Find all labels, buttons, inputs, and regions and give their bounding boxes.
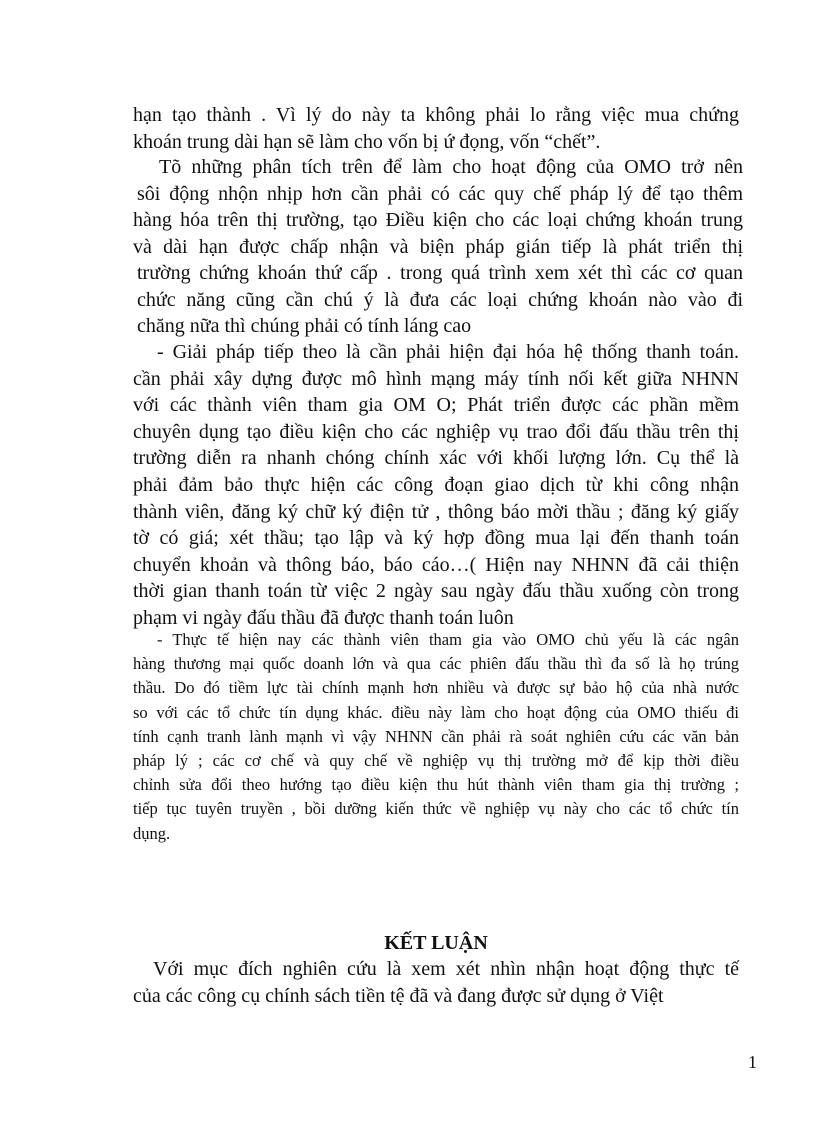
text-line: thầu. Do đó tiềm lực tài chính mạnh hơn nhiều và được sự bảo hộ của nhà nước — [133, 678, 739, 698]
text-line: tính cạnh tranh lành mạnh vì vậy NHNN cần phải rà soát nghiên cứu các văn bản — [133, 726, 739, 746]
text-line: hàng hóa trên thị trường, tạo Điều kiện cho các loại chứng khoán trung — [133, 209, 743, 231]
text-line: - Giải pháp tiếp theo là cần phải hiện đại hóa hệ thống thanh toán. — [157, 341, 739, 363]
text-line: tờ có giá; xét thầu; tạo lập và ký hợp đồng mua lại đến thanh toán — [133, 527, 739, 550]
text-line: khoán trung dài hạn sẽ làm cho vốn bị ứ đọng, vốn “chết”. — [133, 131, 601, 153]
text-line: Tõ những phân tích trên để làm cho hoạt động của OMO trở nên — [159, 156, 743, 178]
text-line: phải đảm bảo thực hiện các công đoạn giao dịch từ khi công nhận — [133, 473, 739, 496]
text-line: dụng. — [133, 823, 171, 843]
text-line: - Thực tế hiện nay các thành viên tham gia vào OMO chủ yếu là các ngân — [157, 630, 739, 649]
text-line: và dài hạn được chấp nhận và biện pháp gián tiếp là phát triển thị — [133, 235, 743, 258]
text-line: cần phải xây dựng được mô hình mạng máy tính nối kết giữa NHNN — [133, 367, 739, 390]
text-line: với các thành viên tham gia OM O; Phát triển được các phần mềm — [133, 394, 739, 417]
text-line: Với mục đích nghiên cứu là xem xét nhìn nhận hoạt động thực tế — [153, 958, 739, 980]
text-line: thành viên, đăng ký chữ ký điện tử , thông báo mời thầu ; đăng ký giấy — [133, 500, 739, 523]
paragraph-conclusion — [133, 956, 739, 1010]
text-line: chăng nữa thì chúng phải có tính láng cao — [137, 315, 472, 337]
text-line: chuyển khoản và thông báo, báo cáo…( Hiện nay NHNN đã cải thiện — [133, 553, 739, 576]
text-line: trường chứng khoán thứ cấp . trong quá trình xem xét thì các cơ quan — [137, 262, 743, 284]
text-line: sôi động nhộn nhịp hơn cần phải có các quy chế pháp lý để tạo thêm — [137, 182, 743, 205]
text-line: chỉnh sửa đổi theo hướng tạo điều kiện thu hút thành viên tham gia thị trường ; — [133, 775, 739, 795]
paragraph-payment-modernization — [133, 339, 739, 632]
text-line: phạm vi ngày đấu thầu đã được thanh toán luôn — [133, 606, 514, 629]
text-line: chuyên dụng tạo điều kiện cho các nghiệp vụ trao đổi đấu thầu trên thị — [133, 420, 739, 443]
text-line: hàng thương mại quốc doanh lớn và qua các phiên đấu thầu thì đa số là họ trúng — [133, 654, 739, 674]
text-line: thời gian thanh toán từ việc 2 ngày sau ngày đấu thầu xuống còn trong — [133, 580, 739, 603]
text-line: chức năng cũng cần chú ý là đưa các loại chứng khoán nào vào đi — [137, 288, 743, 311]
text-line: trường diễn ra nhanh chóng chính xác với khối lượng lớn. Cụ thể là — [133, 447, 739, 470]
text-line: so với các tổ chức tín dụng khác. điều này làm cho hoạt động của OMO thiếu đi — [133, 702, 739, 722]
text-line: tiếp tục tuyên truyền , bồi dưỡng kiến thức về nghiệp vụ này cho các tổ chức tín — [133, 799, 739, 819]
conclusion-heading: KẾT LUẬN — [384, 932, 488, 954]
text-line: của các công cụ chính sách tiền tệ đã và đang được sử dụng ở Việt — [133, 985, 664, 1007]
text-line: pháp lý ; các cơ chế và quy chế về nghiệp vụ thị trường mở để kịp thời điều — [133, 751, 739, 771]
text-line: hạn tạo thành . Vì lý do này ta không phải lo rằng việc mua chứng — [133, 104, 739, 126]
page-number: 1 — [748, 1052, 757, 1072]
paragraph-omo-analysis — [133, 154, 743, 340]
paragraph-competition-review — [133, 628, 739, 846]
paragraph-continuation — [133, 102, 739, 156]
